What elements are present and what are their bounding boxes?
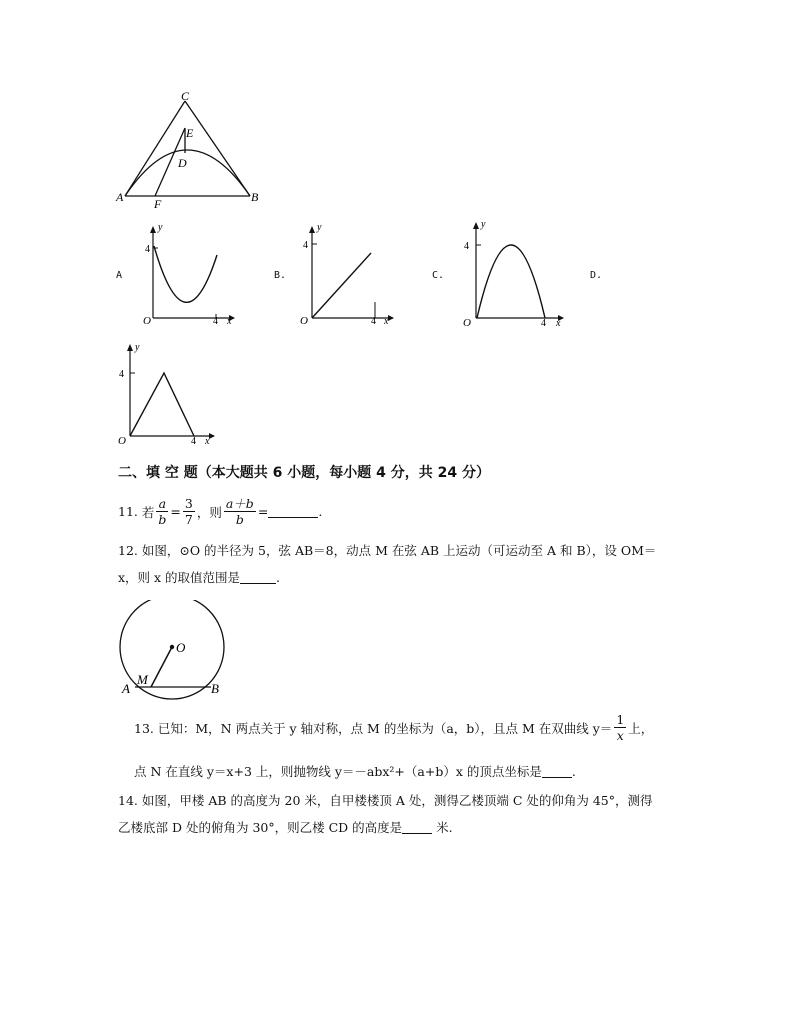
svg-text:4: 4 xyxy=(119,369,124,380)
svg-text:O: O xyxy=(143,315,151,327)
label-a: A xyxy=(116,190,124,204)
answer-blank xyxy=(542,765,572,778)
segment-om xyxy=(151,647,172,687)
svg-text:4: 4 xyxy=(213,316,218,327)
svg-text:y: y xyxy=(317,222,322,233)
curve-arch xyxy=(477,245,545,318)
parabola-arch xyxy=(125,150,250,196)
option-c-graph xyxy=(458,214,570,330)
option-d-letter: D. xyxy=(590,270,603,281)
question-13-line1: 13. 已知：M，N 两点关于 y 轴对称，点 M 的坐标为（a，b），且点 M 在双曲线 y＝ $\frac{1}{x}$ 上， xyxy=(134,712,654,743)
svg-text:x: x xyxy=(227,316,232,327)
option-b-graph xyxy=(296,218,400,328)
svg-text:x: x xyxy=(556,318,561,329)
svg-text:y: y xyxy=(158,222,163,233)
question-14-line1: 14. 如图，甲楼 AB 的高度为 20 米，自甲楼楼顶 A 处，测得乙楼顶端 C 处的仰角为 45°，测得 xyxy=(118,793,653,808)
section-heading: 二、填 空 题（本大题共 6 小题，每小题 4 分，共 24 分） xyxy=(118,465,490,481)
answer-blank xyxy=(402,821,432,834)
figure-arch-triangle xyxy=(112,90,272,212)
svg-text:4: 4 xyxy=(145,244,150,255)
question-13-line2: 点 N 在直线 y＝x+3 上，则抛物线 y＝－abx²+（a+b）x 的顶点坐标是 . xyxy=(134,764,576,779)
option-a-letter: A xyxy=(116,270,123,281)
svg-text:O: O xyxy=(300,315,308,327)
svg-text:O: O xyxy=(118,435,126,447)
option-d-graph xyxy=(114,340,220,452)
svg-text:x: x xyxy=(384,316,389,327)
answer-blank xyxy=(240,571,276,584)
polyline-triangle xyxy=(130,373,194,436)
option-a-graph xyxy=(137,218,241,328)
svg-text:B: B xyxy=(211,681,219,696)
label-b: B xyxy=(251,190,259,204)
svg-text:M: M xyxy=(137,672,148,687)
svg-text:O: O xyxy=(176,640,186,655)
svg-text:4: 4 xyxy=(464,241,469,252)
option-b-letter: B. xyxy=(274,270,287,281)
label-e: E xyxy=(186,126,194,140)
circle-o xyxy=(120,600,224,699)
line-increasing xyxy=(312,253,371,318)
svg-text:y: y xyxy=(481,219,486,230)
label-c: C xyxy=(181,90,190,103)
figure-circle xyxy=(112,600,232,700)
svg-text:O: O xyxy=(463,317,471,329)
svg-text:4: 4 xyxy=(303,240,308,251)
center-point xyxy=(170,645,174,649)
svg-text:y: y xyxy=(135,342,140,353)
answer-blank xyxy=(268,505,318,518)
svg-text:4: 4 xyxy=(541,318,546,329)
curve-u-shape xyxy=(154,246,217,302)
svg-text:A: A xyxy=(122,681,130,696)
svg-text:4: 4 xyxy=(371,316,376,327)
segment-cb xyxy=(185,101,250,196)
question-14-line2: 乙楼底部 D 处的俯角为 30°，则乙楼 CD 的高度是 米. xyxy=(118,820,453,835)
option-c-letter: C. xyxy=(432,270,445,281)
question-11: 11. 若 $\frac{a}{b}$ = $\frac{3}{7}$ ，则 $\frac{a+b}{b}$ = . xyxy=(118,496,323,527)
question-12-line2: x，则 x 的取值范围是 . xyxy=(118,570,281,585)
question-12-line1: 12. 如图，⊙O 的半径为 5，弦 AB＝8，动点 M 在弦 AB 上运动（可运动至 A 和 B），设 OM＝ xyxy=(118,543,657,558)
svg-text:x: x xyxy=(205,436,210,447)
svg-text:4: 4 xyxy=(191,436,196,447)
label-d: D xyxy=(178,156,187,170)
label-f: F xyxy=(154,197,162,211)
